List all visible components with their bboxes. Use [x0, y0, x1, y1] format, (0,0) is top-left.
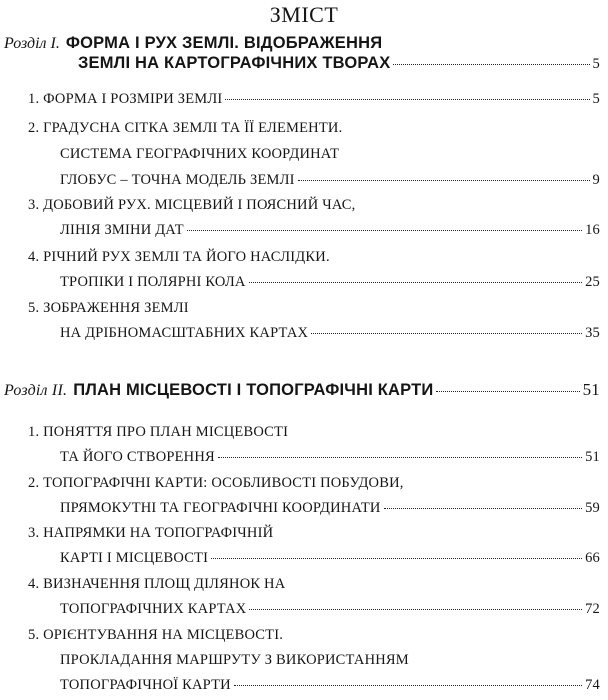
- toc-entry-1-4[interactable]: [60, 274, 600, 291]
- entry-page: 5: [592, 91, 600, 107]
- entry-text: ТА ЙОГО СТВОРЕННЯ: [60, 449, 215, 465]
- toc-entry-1-3-line1[interactable]: 3. ДОБОВИЙ РУХ. МІСЦЕВИЙ І ПОЯСНИЙ ЧАС,: [28, 197, 356, 213]
- toc-entry-2-5-line2[interactable]: ПРОКЛАДАННЯ МАРШРУТУ З ВИКОРИСТАННЯМ: [60, 652, 409, 668]
- entry-text: НА ДРІБНОМАСШТАБНИХ КАРТАХ: [60, 325, 309, 341]
- toc-entry-2-5-line1[interactable]: 5. ОРІЄНТУВАННЯ НА МІСЦЕВОСТІ.: [28, 627, 284, 643]
- toc-entry-1-5-line1[interactable]: 5. ЗОБРАЖЕННЯ ЗЕМЛІ: [28, 300, 189, 316]
- leader-dots: [384, 508, 582, 509]
- toc-entry-1-1[interactable]: [28, 91, 600, 108]
- toc-title: ЗМІСТ: [269, 2, 339, 27]
- leader-dots: [249, 609, 582, 610]
- entry-page: 72: [585, 601, 600, 617]
- entry-text: ТРОПІКИ І ПОЛЯРНІ КОЛА: [60, 274, 246, 290]
- toc-entry-2-1[interactable]: [60, 449, 600, 466]
- leader-dots: [218, 457, 582, 458]
- toc-entry-2-4[interactable]: [60, 601, 600, 618]
- entry-page: 66: [585, 550, 600, 566]
- section-2-heading-text: [4, 380, 433, 400]
- leader-dots: [393, 64, 589, 65]
- section-2-heading[interactable]: [4, 380, 600, 400]
- entry-page: 25: [585, 274, 600, 290]
- entry-page: 9: [592, 172, 600, 188]
- leader-dots: [436, 391, 579, 392]
- section-1-title-row2[interactable]: [78, 54, 600, 73]
- section-2-title: ПЛАН МІСЦЕВОСТІ І ТОПОГРАФІЧНІ КАРТИ: [73, 381, 434, 399]
- toc-entry-1-2[interactable]: [60, 172, 600, 189]
- toc-entry-1-2-line1[interactable]: 2. ГРАДУСНА СІТКА ЗЕМЛІ ТА ЇЇ ЕЛЕМЕНТИ.: [28, 120, 343, 136]
- section-1-label: Розділ I.: [4, 35, 60, 52]
- section-1-title-line2: ЗЕМЛІ НА КАРТОГРАФІЧНИХ ТВОРАХ: [78, 54, 391, 72]
- entry-text: ТОПОГРАФІЧНИХ КАРТАХ: [60, 601, 247, 617]
- toc-entry-2-2-line1[interactable]: 2. ТОПОГРАФІЧНІ КАРТИ: ОСОБЛИВОСТІ ПОБУДОВИ,: [28, 475, 404, 491]
- entry-page: 16: [585, 222, 600, 238]
- entry-page: 51: [585, 449, 600, 465]
- toc-entry-2-2[interactable]: [60, 500, 600, 517]
- entry-text: ПРЯМОКУТНІ ТА ГЕОГРАФІЧНІ КООРДИНАТИ: [60, 500, 381, 516]
- leader-dots: [298, 180, 590, 181]
- leader-dots: [249, 282, 583, 283]
- toc-entry-2-3[interactable]: [60, 550, 600, 567]
- entry-text: ГЛОБУС – ТОЧНА МОДЕЛЬ ЗЕМЛІ: [60, 172, 295, 188]
- leader-dots: [187, 230, 582, 231]
- entry-text: 1. ФОРМА І РОЗМІРИ ЗЕМЛІ: [28, 91, 223, 107]
- section-2-label: Розділ II.: [4, 382, 68, 399]
- section-2-page: 51: [582, 380, 600, 399]
- toc-entry-2-1-line1[interactable]: 1. ПОНЯТТЯ ПРО ПЛАН МІСЦЕВОСТІ: [28, 424, 289, 440]
- entry-text: КАРТІ І МІСЦЕВОСТІ: [60, 550, 209, 566]
- leader-dots: [225, 99, 589, 100]
- toc-entry-2-3-line1[interactable]: 3. НАПРЯМКИ НА ТОПОГРАФІЧНІЙ: [28, 525, 274, 541]
- toc-entry-2-5[interactable]: [60, 677, 600, 694]
- entry-text: ТОПОГРАФІЧНОЇ КАРТИ: [60, 677, 231, 693]
- section-1-title-line1: ФОРМА І РУХ ЗЕМЛІ. ВІДОБРАЖЕННЯ: [65, 34, 383, 52]
- toc-entry-1-3[interactable]: [60, 222, 600, 239]
- leader-dots: [234, 685, 582, 686]
- entry-page: 59: [585, 500, 600, 516]
- entry-page: 35: [585, 325, 600, 341]
- toc-entry-1-5[interactable]: [60, 325, 600, 342]
- entry-page: 74: [585, 677, 600, 693]
- leader-dots: [211, 558, 582, 559]
- toc-entry-1-4-line1[interactable]: 4. РІЧНИЙ РУХ ЗЕМЛІ ТА ЙОГО НАСЛІДКИ.: [28, 249, 330, 265]
- section-1-page: 5: [592, 56, 600, 72]
- leader-dots: [311, 333, 582, 334]
- entry-text: ЛІНІЯ ЗМІНИ ДАТ: [60, 222, 184, 238]
- toc-entry-2-4-line1[interactable]: 4. ВИЗНАЧЕННЯ ПЛОЩ ДІЛЯНОК НА: [28, 576, 286, 592]
- toc-entry-1-2-line2[interactable]: СИСТЕМА ГЕОГРАФІЧНИХ КООРДИНАТ: [60, 146, 340, 162]
- section-1-heading[interactable]: [4, 33, 604, 53]
